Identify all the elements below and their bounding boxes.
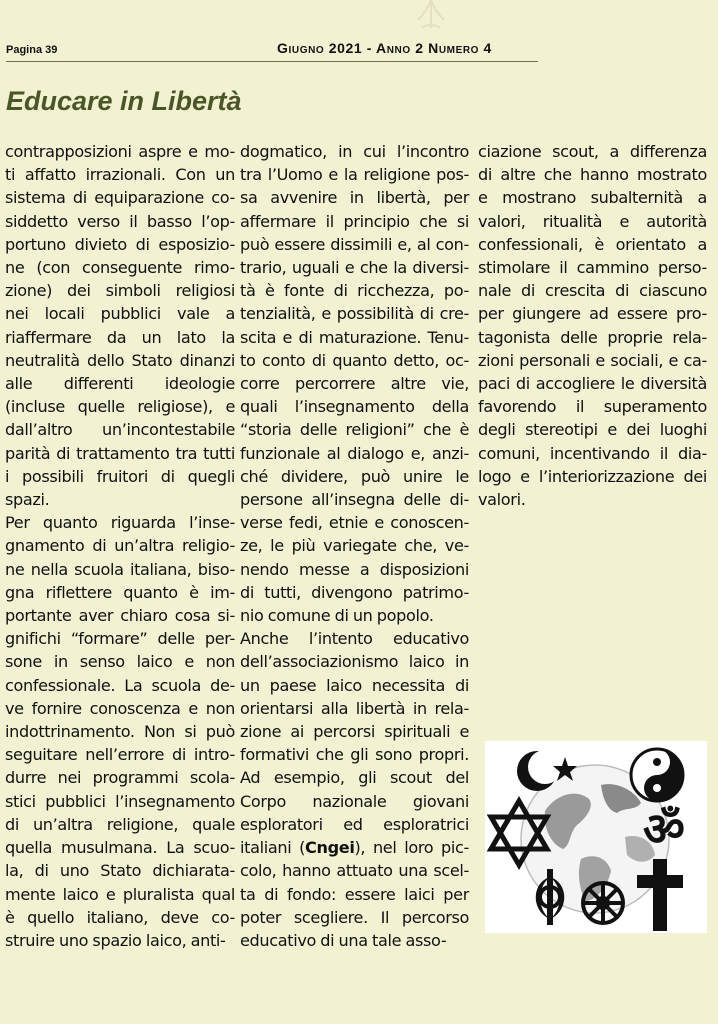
article-line: nio comune di un popolo.	[240, 606, 434, 626]
interfaith-symbols-image	[485, 741, 707, 933]
yin-yang-icon	[631, 749, 683, 801]
article-line: zioni personali e sociali, e ca-	[478, 350, 707, 370]
article-line: paci di accogliere le diversità	[478, 374, 707, 394]
article-line: tà è fonte di ricchezza, po-	[240, 281, 469, 301]
article-line: è quello italiano, deve co-	[5, 907, 235, 927]
page-number: Pagina 39	[6, 44, 58, 56]
article-line: tagonista delle proprie rela-	[478, 327, 707, 347]
article-line: struire uno spazio laico, anti-	[5, 930, 226, 950]
article-line: ne (con conseguente rimo-	[5, 258, 235, 278]
article-line: durre nei programmi scola-	[5, 768, 235, 788]
article-line: orientarsi alla libertà in rela-	[240, 698, 469, 718]
article-line: siddetto verso il basso l’op-	[5, 211, 235, 231]
article-line: Corpo nazionale giovani	[240, 791, 469, 811]
article-line: sa avvenire in libertà, per	[240, 188, 469, 208]
article-line: indottrinamento. Non si può	[5, 722, 235, 742]
article-line: per giungere ad essere pro-	[478, 304, 707, 324]
article-line: educativo di una tale asso-	[240, 930, 447, 950]
article-line: ti affatto irrazionali. Con un	[5, 165, 235, 185]
section-title: Educare in Libertà	[6, 86, 242, 116]
article-line: verse fedi, etnie e conoscen-	[240, 513, 469, 533]
article-line: corre percorrere altre vie,	[240, 374, 469, 394]
header-rule	[6, 61, 538, 62]
article-column-2	[240, 140, 469, 952]
article-line: ché dividere, può unire le	[240, 466, 469, 486]
article-line: zione ai percorsi spirituali e	[240, 722, 469, 742]
article-line: ciazione scout, a differenza	[478, 142, 707, 161]
article-line: dall’altro un’incontestabile	[5, 420, 235, 440]
article-line: portuno divieto di esposizio-	[5, 234, 235, 254]
cngei-acronym: Cngei	[305, 838, 355, 858]
dharma-wheel-icon	[583, 883, 623, 923]
article-line: alle differenti ideologie	[5, 374, 235, 394]
article-line: valori.	[478, 490, 526, 510]
article-line: la, di uno Stato dichiarata-	[5, 861, 235, 881]
article-line: esploratori ed esploratrici	[240, 814, 469, 834]
article-line: gnamento di un’altra religio-	[5, 536, 235, 556]
article-line: dogmatico, in cui l’incontro	[240, 142, 469, 161]
article-column-3	[478, 140, 707, 511]
article-line: parità di trattamento tra tutti	[5, 443, 235, 463]
article-line: gna riflettere quanto è im-	[5, 582, 235, 602]
article-line: valori, ritualità e autorità	[478, 211, 707, 231]
article-line: dell’associazionismo laico in	[240, 652, 469, 672]
article-line: riaffermare da un lato la	[5, 327, 235, 347]
article-line: confessionali, è orientato a	[478, 234, 707, 254]
article-line: di altre che hanno mostrato	[478, 165, 707, 185]
article-line: stici pubblici l’insegnamento	[5, 791, 235, 811]
article-line: gnifichi “formare” delle per-	[5, 629, 235, 649]
article-line: italiani (Cngei), nel loro pic-	[240, 838, 469, 858]
article-line: nale di crescita di ciascuno	[478, 281, 707, 301]
article-line: contrapposizioni aspre e mo-	[5, 142, 235, 161]
article-line: logo e l’interiorizzazione dei	[478, 466, 707, 486]
article-line: neutralità dello Stato dinanzi	[5, 350, 235, 370]
article-line: spazi.	[5, 490, 50, 510]
article-line: degli stereotipi e dei luoghi	[478, 420, 707, 440]
decorative-flourish-icon	[408, 0, 454, 30]
article-line: sone in senso laico e non	[5, 652, 235, 672]
om-icon	[643, 802, 685, 856]
article-line: persone all’insegna delle di-	[240, 490, 469, 510]
article-line: quali l’insegnamento della	[240, 397, 469, 417]
article-line: stimolare il cammino perso-	[478, 258, 707, 278]
article-column-1	[5, 140, 235, 952]
article-line: favorendo il superamento	[478, 397, 707, 417]
article-line: ze, le più variegate che, ve-	[240, 536, 469, 556]
article-line: (incluse quelle religiose), e	[5, 397, 235, 417]
article-line: mente laico e pluralista qual	[5, 884, 235, 904]
article-line: ne nella scuola italiana, biso-	[5, 559, 235, 579]
article-line: di un’altra religione, quale	[5, 814, 235, 834]
article-line: seguitare nell’errore di intro-	[5, 745, 235, 765]
article-line: formativi che gli sono propri.	[240, 745, 469, 765]
article-line: nendo messe a disposizioni	[240, 559, 469, 579]
article-line: zione) dei simboli religiosi	[5, 281, 235, 301]
article-line: di tutti, divengono patrimo-	[240, 582, 469, 602]
article-line: portante aver chiaro cosa si-	[5, 606, 235, 626]
article-line: trario, uguali e che la diversi-	[240, 258, 469, 278]
article-line: poter scegliere. Il percorso	[240, 907, 469, 927]
article-line: funzionale al dialogo e, anzi-	[240, 443, 469, 463]
article-line: colo, hanno attuato una scel-	[240, 861, 469, 881]
article-line: confessionale. La scuola de-	[5, 675, 235, 695]
article-line: Ad esempio, gli scout del	[240, 768, 469, 788]
article-line: ve fornire conoscenza e non	[5, 698, 235, 718]
article-line: tenzialità, e possibilità di cre-	[240, 304, 469, 324]
article-line: to conto di quanto detto, oc-	[240, 350, 469, 370]
article-line: e mostrano subalternità a	[478, 188, 707, 208]
article-line: nei locali pubblici vale a	[5, 304, 235, 324]
article-line: tra l’Uomo e la religione pos-	[240, 165, 469, 185]
article-line: ta di fondo: essere laici per	[240, 884, 469, 904]
article-line: sistema di equiparazione co-	[5, 188, 235, 208]
article-line: quella musulmana. La scuo-	[5, 838, 235, 858]
article-line: i possibili fruitori di quegli	[5, 466, 235, 486]
svg-text:ॐ: ॐ	[643, 802, 685, 856]
article-line: può essere dissimili e, al con-	[240, 234, 469, 254]
article-line: scita e di maturazione. Tenu-	[240, 327, 469, 347]
issue-info: Giugno 2021 - Anno 2 Numero 4	[277, 40, 492, 56]
article-line: Per quanto riguarda l’inse-	[5, 513, 235, 533]
article-line: affermare il principio che si	[240, 211, 469, 231]
article-line: Anche l’intento educativo	[240, 629, 469, 649]
article-line: comuni, incentivando il dia-	[478, 443, 707, 463]
article-line: un paese laico necessita di	[240, 675, 469, 695]
article-line: “storia delle religioni” che è	[240, 420, 469, 440]
